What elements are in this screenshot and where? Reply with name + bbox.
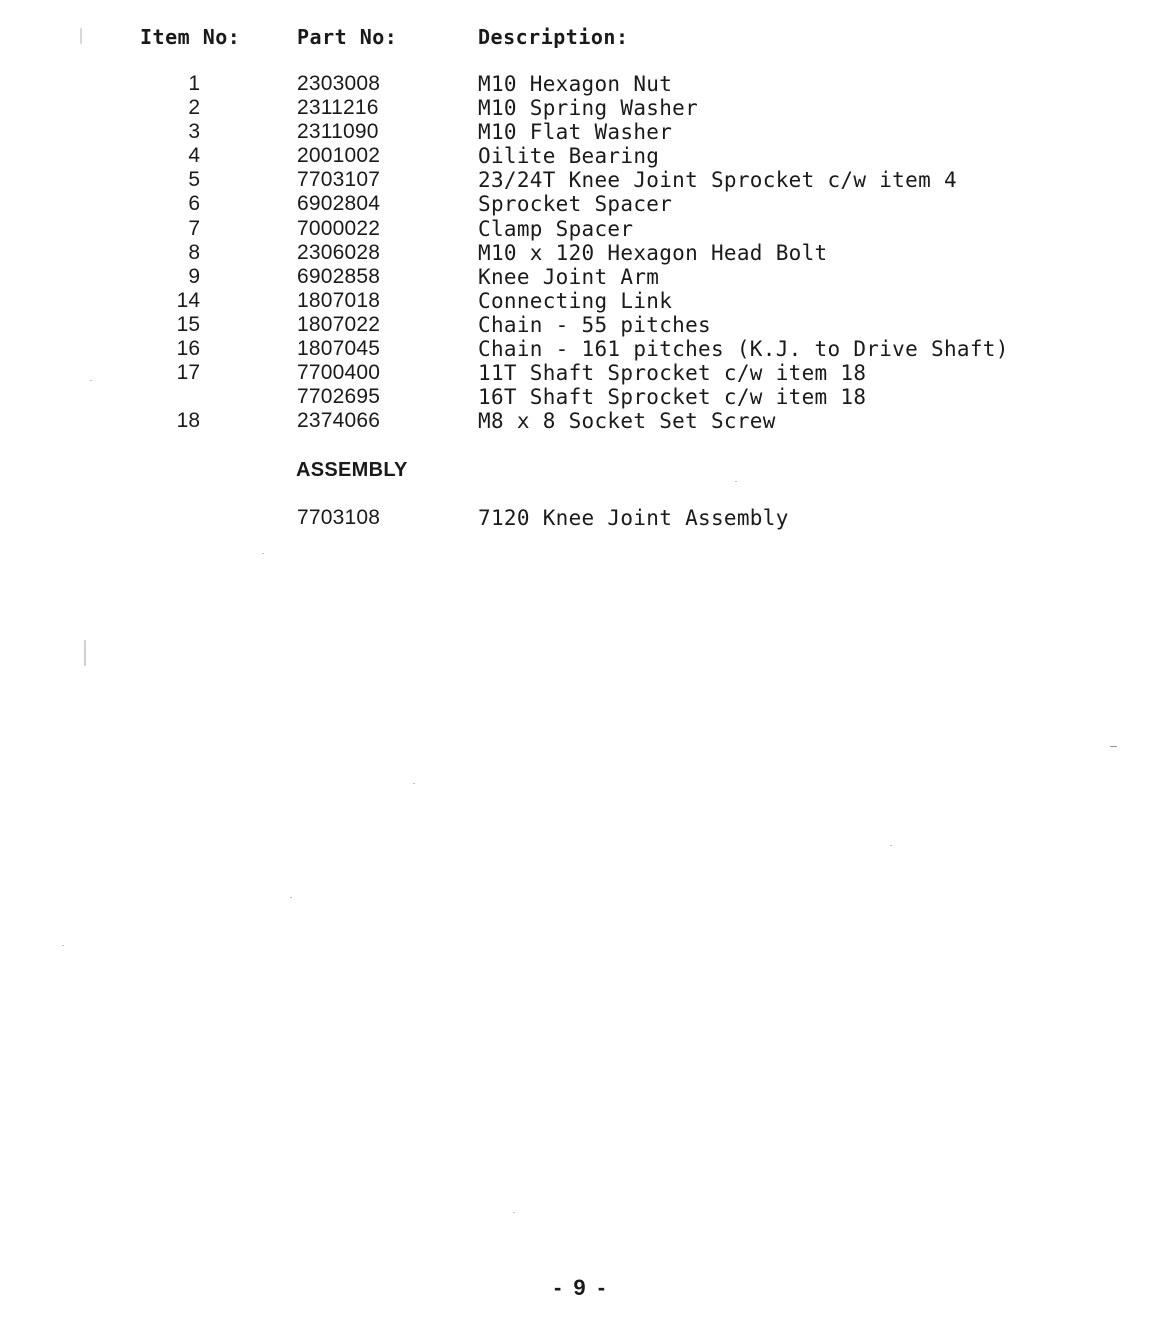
scan-speck (1110, 746, 1117, 747)
part-number: 2311216 (297, 96, 379, 120)
item-number: 3 (188, 120, 200, 144)
item-number: 2 (188, 96, 200, 120)
table-row (0, 144, 1100, 168)
table-row (0, 361, 1100, 385)
assembly-description: 7120 Knee Joint Assembly (478, 506, 789, 530)
item-number: 5 (188, 168, 200, 192)
header-description: Description: (478, 25, 629, 49)
part-description: Sprocket Spacer (478, 192, 673, 217)
part-description: Knee Joint Arm (478, 264, 660, 289)
part-description: M10 Flat Washer (478, 120, 673, 145)
item-number: 14 (176, 288, 200, 312)
item-number: 4 (188, 144, 200, 168)
part-number: 1807018 (297, 288, 381, 312)
part-description: Oilite Bearing (478, 144, 660, 169)
part-description: M10 Spring Washer (478, 96, 699, 121)
scan-speck (262, 553, 264, 554)
part-number: 7703107 (297, 168, 381, 192)
scan-speck (735, 481, 737, 482)
table-row (0, 265, 1100, 289)
item-number: 9 (188, 264, 200, 288)
part-number: 6902858 (297, 264, 381, 288)
scan-speck (84, 640, 86, 666)
page-number: - 9 - (553, 1275, 609, 1300)
part-description: M10 x 120 Hexagon Head Bolt (478, 240, 828, 265)
part-description: M10 Hexagon Nut (478, 72, 673, 96)
scan-speck (413, 783, 415, 784)
part-description: 16T Shaft Sprocket c/w item 18 (478, 385, 867, 410)
part-number: 1807022 (297, 312, 381, 336)
table-row (0, 289, 1100, 313)
part-description: M8 x 8 Socket Set Screw (478, 409, 776, 434)
part-description: Connecting Link (478, 288, 673, 313)
item-number: 17 (176, 361, 200, 385)
item-number: 8 (188, 240, 200, 264)
parts-table (0, 72, 1100, 433)
part-number: 6902804 (297, 192, 381, 216)
item-number: 6 (188, 192, 200, 216)
table-row (0, 385, 1100, 409)
item-number: 16 (176, 337, 200, 361)
item-number: 1 (188, 72, 200, 95)
table-row (0, 72, 1100, 96)
table-row (0, 217, 1100, 241)
table-row (0, 96, 1100, 120)
assembly-part-number: 7703108 (297, 506, 381, 529)
scan-speck (513, 1212, 515, 1213)
part-number: 7700400 (297, 361, 381, 385)
part-number: 2374066 (297, 409, 381, 433)
table-row (0, 120, 1100, 144)
header-item-no: Item No: (140, 25, 241, 49)
assembly-row (0, 506, 1100, 532)
scan-speck (290, 897, 292, 898)
part-number: 2311090 (297, 120, 379, 144)
table-row (0, 168, 1100, 192)
table-row (0, 192, 1100, 216)
part-description: Chain - 55 pitches (478, 312, 711, 337)
table-row (0, 337, 1100, 361)
header-part-no: Part No: (297, 25, 398, 49)
item-number: 7 (188, 216, 200, 240)
part-number: 2001002 (297, 144, 381, 168)
table-row (0, 313, 1100, 337)
table-row (0, 241, 1100, 265)
item-number: 18 (176, 409, 200, 433)
part-description: 11T Shaft Sprocket c/w item 18 (478, 361, 867, 386)
part-description: Chain - 161 pitches (K.J. to Drive Shaft) (478, 337, 1009, 362)
part-description: Clamp Spacer (478, 216, 634, 241)
part-number: 2303008 (297, 72, 381, 95)
assembly-heading: ASSEMBLY (296, 459, 408, 481)
part-number: 1807045 (297, 337, 381, 361)
scan-speck (80, 28, 82, 44)
scan-speck (890, 845, 892, 846)
item-number: 15 (176, 312, 200, 336)
part-number: 7000022 (297, 216, 381, 240)
scan-speck (90, 380, 92, 381)
part-number: 2306028 (297, 240, 381, 264)
table-row (0, 409, 1100, 433)
part-number: 7702695 (297, 385, 381, 409)
part-description: 23/24T Knee Joint Sprocket c/w item 4 (478, 168, 957, 193)
scan-speck (62, 945, 64, 946)
